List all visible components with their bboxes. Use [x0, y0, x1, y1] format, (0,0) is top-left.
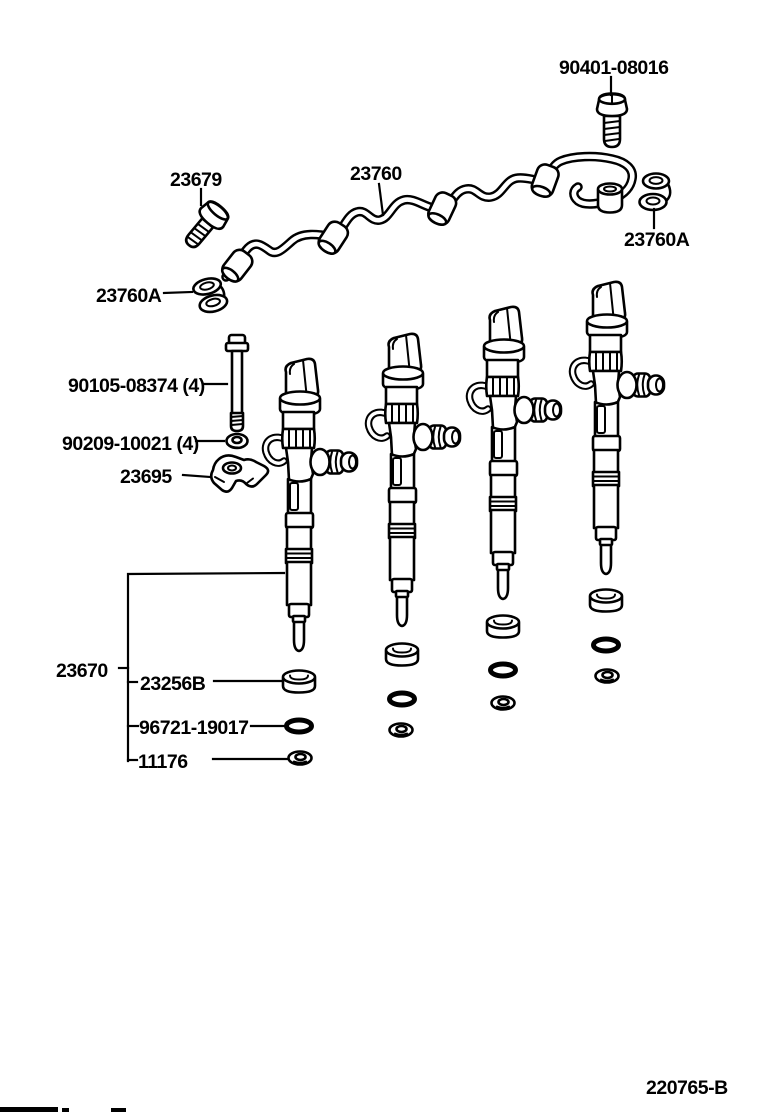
- seat-23256b-2: [386, 644, 418, 666]
- grommet-11176-2: [390, 724, 413, 737]
- scan-artifact: [0, 1107, 126, 1112]
- oring-96721-4: [594, 639, 619, 651]
- seat-23256b-4: [590, 590, 622, 612]
- oring-96721-3: [491, 664, 516, 676]
- label-90401: 90401-08016: [559, 57, 669, 79]
- injector-2: [369, 334, 460, 626]
- label-23695: 23695: [120, 466, 172, 488]
- label-90209: 90209-10021 (4): [62, 433, 199, 455]
- leader-23760a-left: [164, 292, 192, 293]
- clamp-23760a-right: [640, 174, 671, 211]
- label-11176: 11176: [138, 751, 188, 773]
- injector-3: [470, 307, 561, 599]
- leader-23760: [379, 184, 383, 215]
- clamp-23760a-left: [192, 275, 229, 315]
- grommet-11176-4: [596, 670, 619, 683]
- oring-96721-1: [287, 720, 312, 732]
- injector-4: [573, 282, 664, 574]
- label-23760: 23760: [350, 163, 402, 185]
- label-23256b: 23256B: [140, 673, 206, 695]
- seat-23256b-3: [487, 616, 519, 638]
- pipe-end-fitting: [598, 184, 622, 213]
- seat-23256b-1: [283, 671, 315, 693]
- label-90105: 90105-08374 (4): [68, 375, 205, 397]
- pipe-union-4: [529, 162, 560, 199]
- bolt-90105: [226, 335, 248, 431]
- label-23760a-right: 23760A: [624, 229, 690, 251]
- grommet-11176-1: [289, 752, 312, 765]
- grommet-11176-3: [492, 697, 515, 710]
- washer-90209: [227, 434, 248, 448]
- figure-code: 220765-B: [646, 1077, 728, 1099]
- leader-23695: [183, 475, 210, 477]
- oring-96721-2: [390, 693, 415, 705]
- union-23679: [178, 198, 232, 255]
- label-23760a-left: 23760A: [96, 285, 162, 307]
- injector-1: [266, 359, 357, 651]
- bolt-90401: [597, 94, 627, 148]
- label-23679: 23679: [170, 169, 222, 191]
- clamp-23695: [211, 455, 268, 491]
- label-96721: 96721-19017: [139, 717, 249, 739]
- label-23670: 23670: [56, 660, 108, 682]
- injection-pipe: [219, 157, 633, 285]
